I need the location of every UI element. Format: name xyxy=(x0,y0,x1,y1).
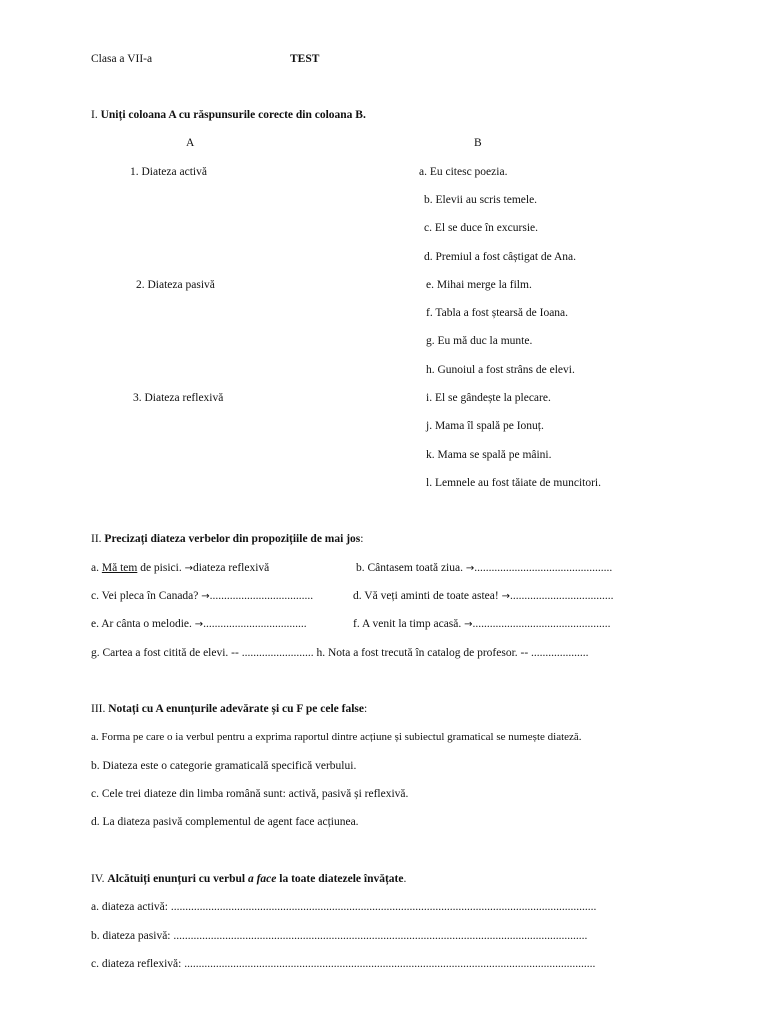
column-b-item: e. Mihai merge la film. xyxy=(426,279,532,291)
column-b-item: d. Premiul a fost câștigat de Ana. xyxy=(424,251,577,263)
section-4-title-end: la toate diatezele învățate xyxy=(276,873,404,885)
sentence-label: c. diateza reflexivă: xyxy=(91,958,185,970)
arrow-icon: → xyxy=(464,619,473,630)
statement-item: a. Forma pe care o ia verbul pentru a exprima raportul dintre acțiune și subiectul gramatical se numește diateză. xyxy=(91,731,582,743)
exercise-2a xyxy=(91,561,269,576)
section-2-heading xyxy=(91,532,363,546)
column-b-item: h. Gunoiul a fost strâns de elevi. xyxy=(426,364,575,376)
section-4-heading xyxy=(91,872,406,886)
exercise-text: e. Ar cânta o melodie. xyxy=(91,618,195,630)
column-a-item: 3. Diateza reflexivă xyxy=(133,392,224,404)
exercise-2f xyxy=(353,617,611,632)
column-a-header: A xyxy=(186,137,195,149)
exercise-2d xyxy=(353,589,614,604)
column-b-item: a. Eu citesc poezia. xyxy=(419,166,508,178)
section-1-title: Uniți coloana A cu răspunsurile corecte din coloana B. xyxy=(100,109,366,121)
column-a-item: 2. Diateza pasivă xyxy=(136,279,215,291)
column-b-item: l. Lemnele au fost tăiate de muncitori. xyxy=(426,477,601,489)
exercise-text: d. Vă veți aminti de toate astea! xyxy=(353,590,502,602)
exercise-text: c. Vei pleca în Canada? xyxy=(91,590,202,602)
section-3-title-suffix: : xyxy=(363,703,368,715)
section-1-numeral: I. xyxy=(91,109,98,121)
sentence-item xyxy=(91,929,587,943)
section-4-title-suffix: . xyxy=(403,873,407,885)
column-b-item: g. Eu mă duc la munte. xyxy=(426,335,533,347)
sentence-label: b. diateza pasivă: xyxy=(91,930,174,942)
answer-blank[interactable]: ................................................ xyxy=(474,562,613,574)
section-2-title-suffix: : xyxy=(360,533,364,545)
exercise-prefix: a. xyxy=(91,562,102,574)
answer-blank[interactable]: .................................................................................................................................................... xyxy=(170,901,597,913)
exercise-2b xyxy=(356,561,612,576)
exercise-text: f. A venit la timp acasă. xyxy=(353,618,465,630)
answer-blank[interactable]: .................................... xyxy=(209,590,314,602)
statement-item: b. Diateza este o categorie gramaticală specifică verbului. xyxy=(91,760,357,772)
exercise-2c xyxy=(91,589,313,604)
answer-blank[interactable]: .................................... xyxy=(510,590,614,602)
section-1-heading xyxy=(91,108,366,122)
sentence-item xyxy=(91,900,596,914)
answer-blank[interactable]: .................................... xyxy=(203,618,307,630)
column-b-item: i. El se gândește la plecare. xyxy=(426,392,551,404)
arrow-icon: → xyxy=(465,563,475,574)
test-title: TEST xyxy=(290,53,320,65)
sentence-label: a. diateza activă: xyxy=(91,901,171,913)
section-3-title: Notați cu A enunțurile adevărate și cu F pe cele false xyxy=(108,703,364,715)
exercise-text: b. Cântasem toată ziua. xyxy=(356,562,466,574)
answer-blank[interactable]: ................................................................................................................................................ xyxy=(173,930,588,942)
section-4-numeral: IV. xyxy=(91,873,105,885)
column-b-header: B xyxy=(474,137,482,149)
arrow-icon: → xyxy=(501,591,510,602)
exercise-text: de pisici. xyxy=(137,562,185,574)
example-answer: diateza reflexivă xyxy=(192,562,270,574)
statement-item: c. Cele trei diateze din limba română sunt: activă, pasivă și reflexivă. xyxy=(91,788,409,800)
answer-blank[interactable]: ................................................ xyxy=(472,618,611,630)
section-3-numeral: III. xyxy=(91,703,106,715)
column-b-item: k. Mama se spală pe mâini. xyxy=(426,449,552,461)
section-2-title: Precizați diateza verbelor din propozițiile de mai jos xyxy=(104,533,361,545)
class-label: Clasa a VII-a xyxy=(91,53,153,65)
exercise-2g-2h[interactable]: g. Cartea a fost citită de elevi. -- ......................... h. Nota a fost trecută în catalog de profesor. -- .................... xyxy=(91,647,589,659)
sentence-item xyxy=(91,957,595,971)
statement-item: d. La diateza pasivă complementul de agent face acțiunea. xyxy=(91,816,359,828)
underlined-verb: Mă tem xyxy=(101,562,138,574)
exercise-2e xyxy=(91,617,307,632)
column-b-item: c. El se duce în excursie. xyxy=(424,222,538,234)
arrow-icon: → xyxy=(194,619,204,630)
column-a-item: 1. Diateza activă xyxy=(130,166,207,178)
answer-blank[interactable]: ............................................................................................................................................... xyxy=(184,958,596,970)
section-4-verb: a face xyxy=(247,873,277,885)
column-b-item: b. Elevii au scris temele. xyxy=(424,194,538,206)
column-b-item: f. Tabla a fost ștearsă de Ioana. xyxy=(426,307,569,319)
section-2-numeral: II. xyxy=(91,533,102,545)
column-b-item: j. Mama îl spală pe Ionuț. xyxy=(426,420,544,432)
section-3-heading xyxy=(91,702,367,716)
arrow-icon: → xyxy=(184,563,193,574)
section-4-title: Alcătuiți enunțuri cu verbul xyxy=(107,873,248,885)
arrow-icon: → xyxy=(201,591,210,602)
